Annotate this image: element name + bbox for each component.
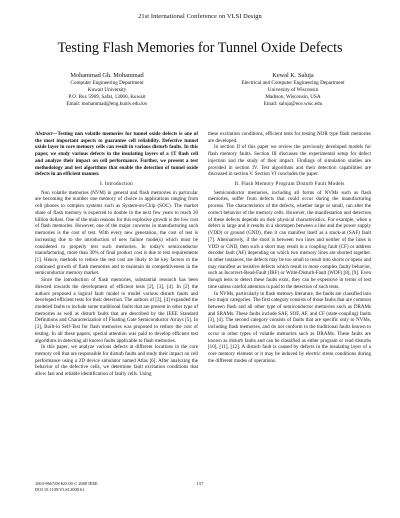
body-paragraph: Non volatile memories (NVM) in general and flash memories in particular are becoming the number one memory of choice in applications ranging from cell phones to complex systems such as System-on-Chip (SOC). The market share of flash memory is expected to double in the next few years to reach 20 billion dollars. One of the main reasons for this explosive growth is the low cost of flash memories. However, one of the major concerns in manufacturing such memories is the cost of test. With every new generation, the cost of test is increasing due to the introduction of new failure mode(s) which must be considered to properly test such memories. In today's semiconductor manufacturing, more than 30% of final product cost is due to test requirements [1]. Hence, methods to reduce the test cost are likely to be key factors in the continued growth of flash memories and to maintain its competitiveness in the semiconductor memory market.	[35, 189, 198, 277]
right-column	[208, 131, 371, 364]
body-paragraph: these excitation conditions, efficient tests for testing NOR type flash memories are developed.	[208, 131, 371, 144]
paper-title: Testing Flash Memories for Tunnel Oxide Defects	[57, 40, 343, 56]
author-dept: Computer Engineering Department	[70, 80, 144, 86]
left-column	[35, 131, 198, 378]
author-name: Mohammad Gh. Mohammad	[70, 72, 144, 79]
author-1	[22, 72, 192, 108]
author-2	[208, 72, 378, 108]
author-name: Kewal K. Saluja	[272, 72, 314, 79]
author-address: Madison, Wisconsin, USA	[265, 93, 321, 100]
author-email: Email: saluja@ece.wisc.edu	[263, 100, 323, 107]
copyright-line: 1063-9667/08 $25.00 © 2008 IEEE	[35, 481, 98, 486]
body-paragraph: In section II of this paper we review the previously developed models for flash memory faults. Section III discusses the experimental setup for defect injection and the study of their impact. Findings of simulation studies are provided in section IV. Test algorithms and their detection capabilities are discussed in section V. Section VI concludes the paper.	[208, 144, 371, 178]
author-dept: Electrical and Computer Engineering Department	[241, 80, 345, 86]
author-org: Kuwait University	[87, 86, 127, 93]
author-email: Email: mohammad@eng.kuniv.edu.kw	[66, 100, 148, 107]
conference-header: 21st International Conference on VLSI Design	[138, 13, 262, 20]
body-paragraph: Semiconductor memories, including all forms of NVMs such as flash memories, suffer from defects that could occur during the manufacturing process. The characteristics of the defects, whether large or small, can alter the correct behavior of the memory cells. However, the manifestation and detection of these defects depends on their physical characteristics. For example, when a defect is large and it results in a shortopen between a line and the power supply (VDD) or ground (GND), then it can manifest itself as a stuck-at (SAF) fault [7]. Alternatively, if the short is between two lines and neither of the lines is VDD or GND, then such a short may result in a coupling fault (CF) or address decoder fault (AF) depending on which two memory lines are shorted together. In other instances, the defects may be too small to result into shorts or opens and may manifest as resistive defects which result in more complex faulty behavior, such as Incorrect-Read-Fault (IRF) or Write-Disturb-Fault (WDF) [8], [9]. Even though tests to detect these faults exist, they can be expensive in terms of test time unless careful attention is paid to the detection of such tests.	[208, 189, 371, 290]
abstract-label: Abstract—	[35, 131, 58, 137]
doi-line: DOI 10.1109/VLSI.2008.61	[35, 486, 85, 492]
body-paragraph: In NVMs, particularly in flash memory literature, the faults are classified into two major categories. The first category consists of those faults that are common between flash and all other type of semiconductor memories such as DRAMs and SRAMs. These faults include SAF, SOF, AF, and CF (state-coupling) faults [3], [4]. The second category consists of faults that are specific only to NVMs, including flash memories, and do not conform to the traditional faults known to occur in other types of volatile memories such as DRAMs. These faults are known as disturb faults and can be classified as either program or read disturbs [10], [11], [12]. A disturb fault is caused by defects in the insulating layer of a core memory element or it may be induced by electric stress conditions during the different modes of operations.	[208, 290, 371, 364]
page-number: 157	[196, 481, 204, 486]
author-block	[22, 72, 378, 108]
section-heading-2: II. Flash Memory Program Disturb Fault Models	[234, 181, 345, 188]
author-org: University of Wisconsin	[267, 86, 319, 93]
body-paragraph: Since the introduction of flash memories, substantial research has been directed towards the development of efficient tests [2], [3], [4]. In [2] the authors proposed a logical fault model to model various disturb faults and developed efficient tests for their detection. The authors of [3], [4] expanded the modeled faults to include some traditional faults that are present in other type of memories as well as disturb faults that are described by the IEEE Standard Definitions and Characterization of Floating Gate Semiconductor Arrays [5]. In [3], Built-in Self-Test for flash memories was proposed to reduce the cost of testing. In all these papers, special attention was paid to develop efficient test algorithms in detecting all known faults applicable to flash memories.	[35, 277, 198, 344]
author-address: P.O. Box 5969, Safat, 13060, Kuwait	[68, 93, 146, 100]
abstract	[35, 131, 198, 178]
abstract-text: Testing non volatile memories for tunnel oxide defects is one of the most important aspects to guarantee cell reliability. Defective tunnel oxide layer in core memory cells can result in various disturb faults. In this paper, we study various defects in the insulating layers of a 1T flash cell and analyze their impact on cell performance. Further, we present a test methodology and test algorithms that enable the detection of tunnel oxide defects in an efficient manner.	[35, 131, 198, 178]
section-heading-intro: I. Introduction	[100, 181, 133, 188]
body-paragraph: In this paper, we analyze various defects at different locations in the core memory cell that are responsible for disturb faults and study their impact on cell performance using a 2D device simulator named Atlas [6]. After analyzing the behavior of the defective cells, we determine fault excitation conditions that allow fast and reliable identification of faulty cells. Using	[35, 344, 198, 378]
